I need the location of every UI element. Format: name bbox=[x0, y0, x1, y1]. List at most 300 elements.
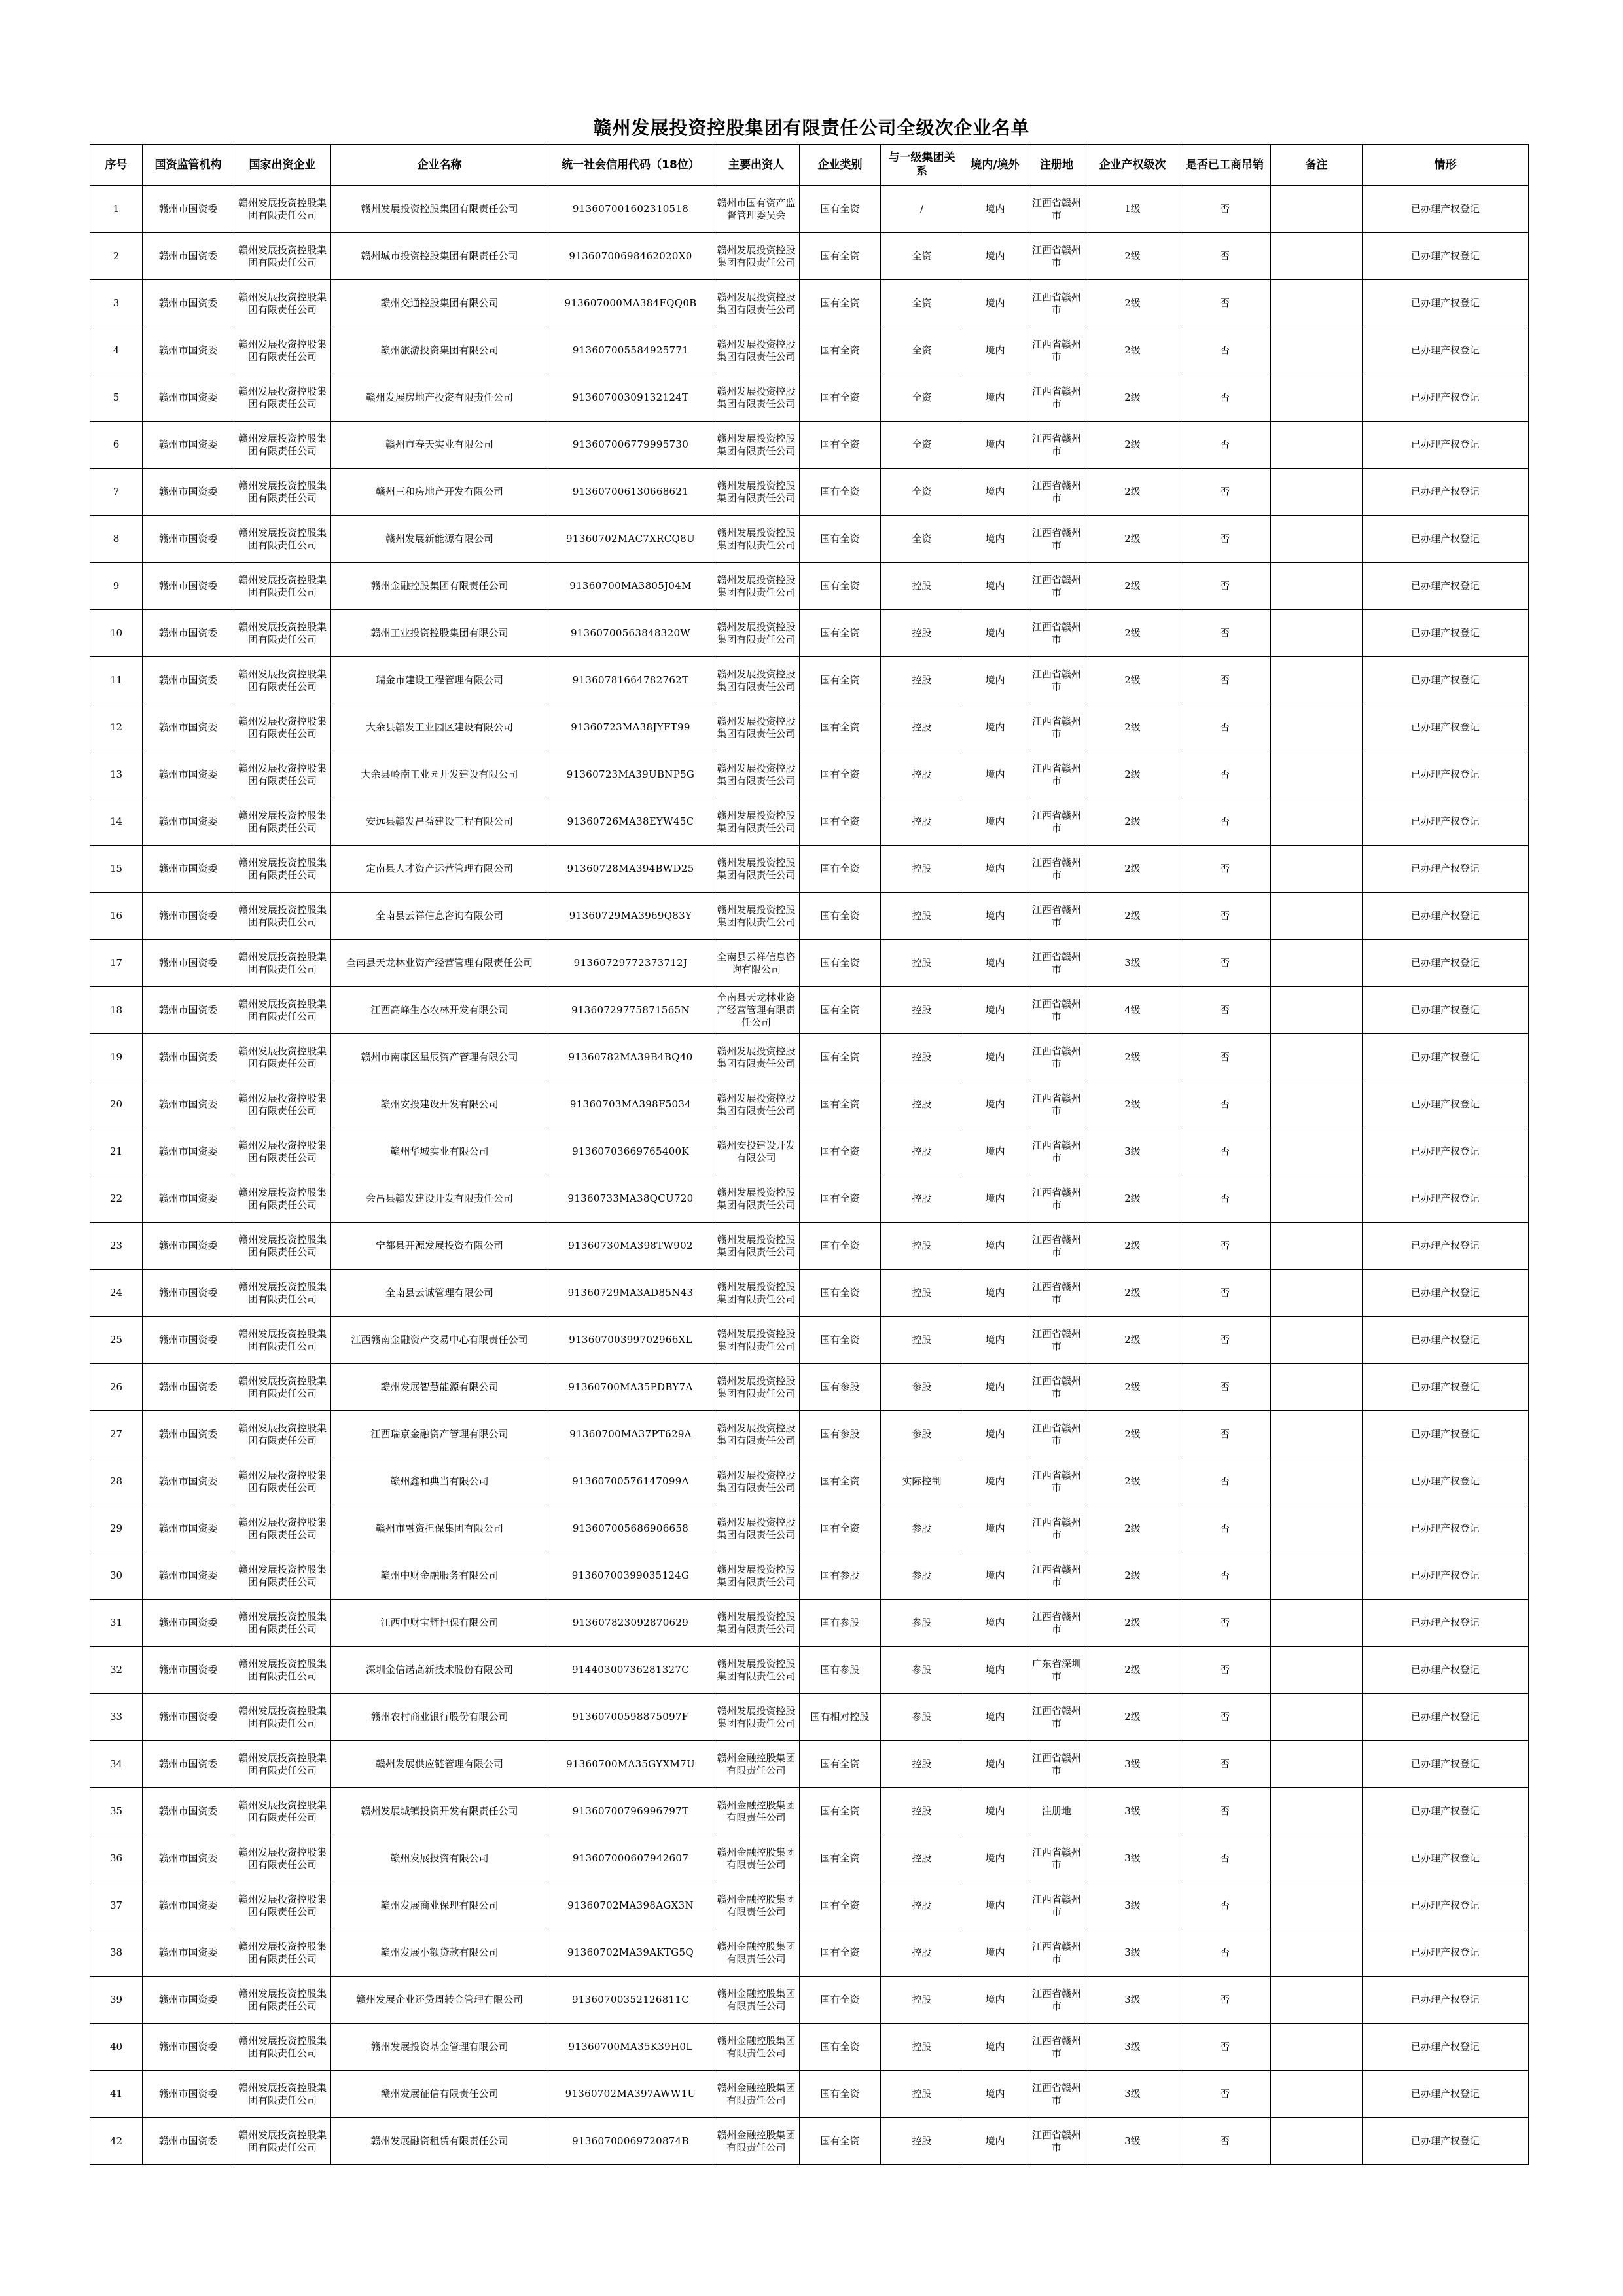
cell-revoked: 否 bbox=[1179, 610, 1271, 657]
cell-remarks bbox=[1271, 1882, 1363, 1929]
cell-status: 已办理产权登记 bbox=[1363, 657, 1529, 704]
table-row bbox=[90, 1694, 1529, 1741]
cell-state-investor: 赣州发展投资控股集团有限责任公司 bbox=[234, 846, 331, 893]
cell-registered-place: 江西省赣州市 bbox=[1027, 751, 1086, 798]
cell-index: 8 bbox=[90, 516, 143, 563]
cell-group-relation: 控股 bbox=[881, 1128, 963, 1175]
cell-main-investor: 赣州发展投资控股集团有限责任公司 bbox=[713, 893, 800, 940]
cell-equity-level: 2级 bbox=[1086, 893, 1179, 940]
cell-registered-place: 江西省赣州市 bbox=[1027, 1364, 1086, 1411]
cell-remarks bbox=[1271, 1034, 1363, 1081]
cell-equity-level: 2级 bbox=[1086, 422, 1179, 469]
table-row bbox=[90, 374, 1529, 422]
cell-credit-code: 91360700598875097F bbox=[548, 1694, 713, 1741]
cell-registered-place: 注册地 bbox=[1027, 1788, 1086, 1835]
cell-equity-level: 2级 bbox=[1086, 1647, 1179, 1694]
cell-domestic: 境内 bbox=[963, 1223, 1027, 1270]
table-row bbox=[90, 1270, 1529, 1317]
cell-group-relation: 控股 bbox=[881, 1788, 963, 1835]
cell-equity-level: 2级 bbox=[1086, 657, 1179, 704]
cell-main-investor: 赣州金融控股集团有限责任公司 bbox=[713, 1882, 800, 1929]
cell-status: 已办理产权登记 bbox=[1363, 1081, 1529, 1128]
cell-main-investor: 赣州发展投资控股集团有限责任公司 bbox=[713, 327, 800, 374]
cell-domestic: 境内 bbox=[963, 940, 1027, 987]
document-title: 赣州发展投资控股集团有限责任公司全级次企业名单 bbox=[593, 117, 1030, 139]
cell-registered-place: 江西省赣州市 bbox=[1027, 846, 1086, 893]
cell-index: 35 bbox=[90, 1788, 143, 1835]
cell-equity-level: 2级 bbox=[1086, 327, 1179, 374]
cell-regulator: 赣州市国资委 bbox=[143, 846, 234, 893]
table-row bbox=[90, 1835, 1529, 1882]
cell-credit-code: 91360703669765400K bbox=[548, 1128, 713, 1175]
cell-regulator: 赣州市国资委 bbox=[143, 1977, 234, 2024]
cell-status: 已办理产权登记 bbox=[1363, 422, 1529, 469]
cell-index: 12 bbox=[90, 704, 143, 751]
cell-main-investor: 赣州发展投资控股集团有限责任公司 bbox=[713, 233, 800, 280]
cell-credit-code: 91360700796996797T bbox=[548, 1788, 713, 1835]
cell-state-investor: 赣州发展投资控股集团有限责任公司 bbox=[234, 1364, 331, 1411]
header-revoked: 是否已工商吊销 bbox=[1179, 145, 1271, 186]
cell-remarks bbox=[1271, 1081, 1363, 1128]
cell-revoked: 否 bbox=[1179, 1081, 1271, 1128]
cell-company-name: 赣州华城实业有限公司 bbox=[331, 1128, 548, 1175]
cell-registered-place: 江西省赣州市 bbox=[1027, 1081, 1086, 1128]
cell-company-name: 赣州发展城镇投资开发有限责任公司 bbox=[331, 1788, 548, 1835]
table-row bbox=[90, 1788, 1529, 1835]
cell-domestic: 境内 bbox=[963, 280, 1027, 327]
cell-regulator: 赣州市国资委 bbox=[143, 2118, 234, 2165]
header-regulator: 国资监管机构 bbox=[143, 145, 234, 186]
cell-company-name: 赣州中财金融服务有限公司 bbox=[331, 1552, 548, 1600]
cell-main-investor: 赣州金融控股集团有限责任公司 bbox=[713, 1929, 800, 1977]
cell-company-name: 江西赣南金融资产交易中心有限责任公司 bbox=[331, 1317, 548, 1364]
cell-category: 国有全资 bbox=[800, 516, 881, 563]
table-row bbox=[90, 2071, 1529, 2118]
cell-domestic: 境内 bbox=[963, 798, 1027, 846]
cell-registered-place: 江西省赣州市 bbox=[1027, 516, 1086, 563]
cell-group-relation: 全资 bbox=[881, 233, 963, 280]
cell-category: 国有全资 bbox=[800, 893, 881, 940]
cell-main-investor: 赣州发展投资控股集团有限责任公司 bbox=[713, 1600, 800, 1647]
cell-main-investor: 赣州发展投资控股集团有限责任公司 bbox=[713, 704, 800, 751]
cell-main-investor: 赣州发展投资控股集团有限责任公司 bbox=[713, 469, 800, 516]
cell-equity-level: 2级 bbox=[1086, 1505, 1179, 1552]
cell-regulator: 赣州市国资委 bbox=[143, 1694, 234, 1741]
cell-revoked: 否 bbox=[1179, 233, 1271, 280]
cell-status: 已办理产权登记 bbox=[1363, 516, 1529, 563]
cell-credit-code: 913607001602310518 bbox=[548, 186, 713, 233]
cell-revoked: 否 bbox=[1179, 1600, 1271, 1647]
cell-equity-level: 2级 bbox=[1086, 610, 1179, 657]
cell-domestic: 境内 bbox=[963, 1081, 1027, 1128]
cell-company-name: 定南县人才资产运营管理有限公司 bbox=[331, 846, 548, 893]
cell-remarks bbox=[1271, 657, 1363, 704]
cell-index: 34 bbox=[90, 1741, 143, 1788]
cell-registered-place: 江西省赣州市 bbox=[1027, 1128, 1086, 1175]
cell-revoked: 否 bbox=[1179, 280, 1271, 327]
cell-index: 24 bbox=[90, 1270, 143, 1317]
cell-regulator: 赣州市国资委 bbox=[143, 704, 234, 751]
cell-index: 33 bbox=[90, 1694, 143, 1741]
cell-regulator: 赣州市国资委 bbox=[143, 2071, 234, 2118]
cell-group-relation: 参股 bbox=[881, 1411, 963, 1458]
cell-category: 国有全资 bbox=[800, 1882, 881, 1929]
cell-main-investor: 赣州金融控股集团有限责任公司 bbox=[713, 1977, 800, 2024]
table-row bbox=[90, 987, 1529, 1034]
cell-state-investor: 赣州发展投资控股集团有限责任公司 bbox=[234, 2024, 331, 2071]
cell-state-investor: 赣州发展投资控股集团有限责任公司 bbox=[234, 1411, 331, 1458]
cell-status: 已办理产权登记 bbox=[1363, 1411, 1529, 1458]
cell-index: 37 bbox=[90, 1882, 143, 1929]
cell-state-investor: 赣州发展投资控股集团有限责任公司 bbox=[234, 1223, 331, 1270]
cell-domestic: 境内 bbox=[963, 233, 1027, 280]
table-row bbox=[90, 610, 1529, 657]
table-row bbox=[90, 280, 1529, 327]
cell-regulator: 赣州市国资委 bbox=[143, 1223, 234, 1270]
cell-regulator: 赣州市国资委 bbox=[143, 422, 234, 469]
cell-index: 2 bbox=[90, 233, 143, 280]
cell-company-name: 赣州发展融资租赁有限责任公司 bbox=[331, 2118, 548, 2165]
cell-main-investor: 赣州发展投资控股集团有限责任公司 bbox=[713, 1411, 800, 1458]
cell-remarks bbox=[1271, 516, 1363, 563]
cell-category: 国有全资 bbox=[800, 469, 881, 516]
cell-status: 已办理产权登记 bbox=[1363, 280, 1529, 327]
cell-index: 27 bbox=[90, 1411, 143, 1458]
cell-equity-level: 2级 bbox=[1086, 1411, 1179, 1458]
cell-revoked: 否 bbox=[1179, 987, 1271, 1034]
cell-domestic: 境内 bbox=[963, 327, 1027, 374]
cell-regulator: 赣州市国资委 bbox=[143, 1647, 234, 1694]
cell-company-name: 赣州发展投资基金管理有限公司 bbox=[331, 2024, 548, 2071]
cell-group-relation: 控股 bbox=[881, 940, 963, 987]
cell-status: 已办理产权登记 bbox=[1363, 2118, 1529, 2165]
cell-main-investor: 赣州发展投资控股集团有限责任公司 bbox=[713, 422, 800, 469]
cell-company-name: 全南县云诚管理有限公司 bbox=[331, 1270, 548, 1317]
cell-domestic: 境内 bbox=[963, 987, 1027, 1034]
cell-status: 已办理产权登记 bbox=[1363, 1175, 1529, 1223]
cell-revoked: 否 bbox=[1179, 1929, 1271, 1977]
cell-main-investor: 赣州发展投资控股集团有限责任公司 bbox=[713, 1364, 800, 1411]
table-row bbox=[90, 1223, 1529, 1270]
cell-revoked: 否 bbox=[1179, 1977, 1271, 2024]
cell-equity-level: 2级 bbox=[1086, 1223, 1179, 1270]
cell-regulator: 赣州市国资委 bbox=[143, 1552, 234, 1600]
cell-group-relation: 全资 bbox=[881, 374, 963, 422]
cell-index: 23 bbox=[90, 1223, 143, 1270]
cell-index: 16 bbox=[90, 893, 143, 940]
cell-remarks bbox=[1271, 2071, 1363, 2118]
cell-equity-level: 2级 bbox=[1086, 563, 1179, 610]
cell-state-investor: 赣州发展投资控股集团有限责任公司 bbox=[234, 1835, 331, 1882]
cell-main-investor: 全南县云祥信息咨询有限公司 bbox=[713, 940, 800, 987]
cell-registered-place: 江西省赣州市 bbox=[1027, 2024, 1086, 2071]
cell-main-investor: 赣州发展投资控股集团有限责任公司 bbox=[713, 1458, 800, 1505]
cell-main-investor: 赣州市国有资产监督管理委员会 bbox=[713, 186, 800, 233]
cell-status: 已办理产权登记 bbox=[1363, 1270, 1529, 1317]
cell-credit-code: 91360703MA398F5034 bbox=[548, 1081, 713, 1128]
cell-domestic: 境内 bbox=[963, 1552, 1027, 1600]
table-row bbox=[90, 751, 1529, 798]
cell-remarks bbox=[1271, 1364, 1363, 1411]
cell-equity-level: 2级 bbox=[1086, 233, 1179, 280]
cell-revoked: 否 bbox=[1179, 2071, 1271, 2118]
cell-domestic: 境内 bbox=[963, 2071, 1027, 2118]
cell-credit-code: 913607006130668621 bbox=[548, 469, 713, 516]
cell-index: 4 bbox=[90, 327, 143, 374]
cell-company-name: 赣州金融控股集团有限责任公司 bbox=[331, 563, 548, 610]
cell-index: 42 bbox=[90, 2118, 143, 2165]
cell-group-relation: 控股 bbox=[881, 657, 963, 704]
table-row bbox=[90, 1317, 1529, 1364]
table-row bbox=[90, 327, 1529, 374]
cell-main-investor: 赣州发展投资控股集团有限责任公司 bbox=[713, 280, 800, 327]
cell-category: 国有全资 bbox=[800, 1034, 881, 1081]
cell-company-name: 全南县云祥信息咨询有限公司 bbox=[331, 893, 548, 940]
cell-regulator: 赣州市国资委 bbox=[143, 1364, 234, 1411]
cell-credit-code: 91360700399035124G bbox=[548, 1552, 713, 1600]
cell-remarks bbox=[1271, 469, 1363, 516]
cell-registered-place: 江西省赣州市 bbox=[1027, 1835, 1086, 1882]
cell-equity-level: 2级 bbox=[1086, 846, 1179, 893]
cell-group-relation: 控股 bbox=[881, 1929, 963, 1977]
table-row bbox=[90, 1128, 1529, 1175]
cell-regulator: 赣州市国资委 bbox=[143, 657, 234, 704]
cell-index: 40 bbox=[90, 2024, 143, 2071]
cell-main-investor: 赣州发展投资控股集团有限责任公司 bbox=[713, 1034, 800, 1081]
table-row bbox=[90, 1882, 1529, 1929]
cell-index: 30 bbox=[90, 1552, 143, 1600]
cell-status: 已办理产权登记 bbox=[1363, 563, 1529, 610]
cell-category: 国有全资 bbox=[800, 657, 881, 704]
cell-revoked: 否 bbox=[1179, 2024, 1271, 2071]
table-row bbox=[90, 893, 1529, 940]
cell-main-investor: 赣州金融控股集团有限责任公司 bbox=[713, 2118, 800, 2165]
cell-regulator: 赣州市国资委 bbox=[143, 1600, 234, 1647]
cell-category: 国有全资 bbox=[800, 1505, 881, 1552]
header-remarks: 备注 bbox=[1271, 145, 1363, 186]
cell-credit-code: 913607823092870629 bbox=[548, 1600, 713, 1647]
cell-category: 国有全资 bbox=[800, 1175, 881, 1223]
cell-status: 已办理产权登记 bbox=[1363, 1835, 1529, 1882]
cell-group-relation: 控股 bbox=[881, 751, 963, 798]
cell-domestic: 境内 bbox=[963, 1694, 1027, 1741]
cell-status: 已办理产权登记 bbox=[1363, 1364, 1529, 1411]
cell-remarks bbox=[1271, 327, 1363, 374]
cell-state-investor: 赣州发展投资控股集团有限责任公司 bbox=[234, 1175, 331, 1223]
cell-group-relation: 控股 bbox=[881, 1270, 963, 1317]
cell-registered-place: 江西省赣州市 bbox=[1027, 798, 1086, 846]
cell-state-investor: 赣州发展投资控股集团有限责任公司 bbox=[234, 469, 331, 516]
cell-domestic: 境内 bbox=[963, 469, 1027, 516]
cell-index: 1 bbox=[90, 186, 143, 233]
table-row bbox=[90, 1929, 1529, 1977]
cell-equity-level: 2级 bbox=[1086, 751, 1179, 798]
cell-category: 国有全资 bbox=[800, 2071, 881, 2118]
cell-domestic: 境内 bbox=[963, 1977, 1027, 2024]
cell-category: 国有参股 bbox=[800, 1600, 881, 1647]
cell-remarks bbox=[1271, 1835, 1363, 1882]
cell-remarks bbox=[1271, 422, 1363, 469]
cell-state-investor: 赣州发展投资控股集团有限责任公司 bbox=[234, 1882, 331, 1929]
cell-status: 已办理产权登记 bbox=[1363, 327, 1529, 374]
cell-regulator: 赣州市国资委 bbox=[143, 751, 234, 798]
cell-category: 国有全资 bbox=[800, 280, 881, 327]
cell-revoked: 否 bbox=[1179, 704, 1271, 751]
enterprise-table bbox=[90, 144, 1529, 2165]
cell-revoked: 否 bbox=[1179, 186, 1271, 233]
cell-regulator: 赣州市国资委 bbox=[143, 469, 234, 516]
cell-equity-level: 3级 bbox=[1086, 2071, 1179, 2118]
cell-status: 已办理产权登记 bbox=[1363, 1741, 1529, 1788]
cell-registered-place: 江西省赣州市 bbox=[1027, 1270, 1086, 1317]
cell-registered-place: 江西省赣州市 bbox=[1027, 1411, 1086, 1458]
cell-credit-code: 91360702MA397AWW1U bbox=[548, 2071, 713, 2118]
cell-equity-level: 3级 bbox=[1086, 1977, 1179, 2024]
cell-status: 已办理产权登记 bbox=[1363, 1929, 1529, 1977]
cell-registered-place: 江西省赣州市 bbox=[1027, 704, 1086, 751]
cell-index: 25 bbox=[90, 1317, 143, 1364]
cell-equity-level: 3级 bbox=[1086, 1835, 1179, 1882]
cell-category: 国有全资 bbox=[800, 374, 881, 422]
cell-main-investor: 全南县天龙林业资产经营管理有限责任公司 bbox=[713, 987, 800, 1034]
table-row bbox=[90, 846, 1529, 893]
cell-domestic: 境内 bbox=[963, 374, 1027, 422]
cell-registered-place: 江西省赣州市 bbox=[1027, 374, 1086, 422]
cell-status: 已办理产权登记 bbox=[1363, 469, 1529, 516]
cell-group-relation: 全资 bbox=[881, 280, 963, 327]
cell-remarks bbox=[1271, 1788, 1363, 1835]
cell-regulator: 赣州市国资委 bbox=[143, 280, 234, 327]
cell-main-investor: 赣州发展投资控股集团有限责任公司 bbox=[713, 563, 800, 610]
cell-registered-place: 江西省赣州市 bbox=[1027, 1882, 1086, 1929]
table-row bbox=[90, 2118, 1529, 2165]
cell-group-relation: 控股 bbox=[881, 798, 963, 846]
table-row bbox=[90, 1034, 1529, 1081]
cell-group-relation: 控股 bbox=[881, 1835, 963, 1882]
cell-domestic: 境内 bbox=[963, 2118, 1027, 2165]
cell-equity-level: 2级 bbox=[1086, 1694, 1179, 1741]
cell-credit-code: 91360702MA398AGX3N bbox=[548, 1882, 713, 1929]
cell-remarks bbox=[1271, 610, 1363, 657]
cell-main-investor: 赣州发展投资控股集团有限责任公司 bbox=[713, 1552, 800, 1600]
cell-company-name: 江西瑞京金融资产管理有限公司 bbox=[331, 1411, 548, 1458]
cell-category: 国有全资 bbox=[800, 2118, 881, 2165]
cell-domestic: 境内 bbox=[963, 751, 1027, 798]
table-row bbox=[90, 233, 1529, 280]
cell-regulator: 赣州市国资委 bbox=[143, 1270, 234, 1317]
cell-status: 已办理产权登记 bbox=[1363, 233, 1529, 280]
cell-company-name: 深圳金信诺高新技术股份有限公司 bbox=[331, 1647, 548, 1694]
cell-credit-code: 91360700576147099A bbox=[548, 1458, 713, 1505]
cell-company-name: 赣州发展征信有限责任公司 bbox=[331, 2071, 548, 2118]
cell-registered-place: 江西省赣州市 bbox=[1027, 1741, 1086, 1788]
cell-state-investor: 赣州发展投资控股集团有限责任公司 bbox=[234, 2071, 331, 2118]
cell-remarks bbox=[1271, 563, 1363, 610]
cell-regulator: 赣州市国资委 bbox=[143, 186, 234, 233]
cell-company-name: 赣州发展投资控股集团有限责任公司 bbox=[331, 186, 548, 233]
cell-equity-level: 3级 bbox=[1086, 2118, 1179, 2165]
cell-company-name: 会昌县赣发建设开发有限责任公司 bbox=[331, 1175, 548, 1223]
cell-registered-place: 江西省赣州市 bbox=[1027, 327, 1086, 374]
cell-index: 22 bbox=[90, 1175, 143, 1223]
cell-company-name: 赣州发展供应链管理有限公司 bbox=[331, 1741, 548, 1788]
cell-remarks bbox=[1271, 233, 1363, 280]
cell-status: 已办理产权登记 bbox=[1363, 1552, 1529, 1600]
cell-status: 已办理产权登记 bbox=[1363, 751, 1529, 798]
cell-group-relation: 控股 bbox=[881, 987, 963, 1034]
cell-equity-level: 2级 bbox=[1086, 1034, 1179, 1081]
cell-remarks bbox=[1271, 1270, 1363, 1317]
cell-credit-code: 91360700MA3805J04M bbox=[548, 563, 713, 610]
cell-main-investor: 赣州金融控股集团有限责任公司 bbox=[713, 2071, 800, 2118]
cell-registered-place: 江西省赣州市 bbox=[1027, 1458, 1086, 1505]
cell-company-name: 安远县赣发昌益建设工程有限公司 bbox=[331, 798, 548, 846]
cell-status: 已办理产权登记 bbox=[1363, 940, 1529, 987]
table-row bbox=[90, 563, 1529, 610]
table-row bbox=[90, 2024, 1529, 2071]
cell-revoked: 否 bbox=[1179, 1552, 1271, 1600]
cell-state-investor: 赣州发展投资控股集团有限责任公司 bbox=[234, 893, 331, 940]
cell-state-investor: 赣州发展投资控股集团有限责任公司 bbox=[234, 1741, 331, 1788]
cell-revoked: 否 bbox=[1179, 1034, 1271, 1081]
cell-company-name: 赣州发展小额贷款有限公司 bbox=[331, 1929, 548, 1977]
cell-credit-code: 91360726MA38EYW45C bbox=[548, 798, 713, 846]
cell-status: 已办理产权登记 bbox=[1363, 1882, 1529, 1929]
cell-group-relation: 参股 bbox=[881, 1600, 963, 1647]
cell-group-relation: 控股 bbox=[881, 2118, 963, 2165]
cell-registered-place: 江西省赣州市 bbox=[1027, 987, 1086, 1034]
cell-domestic: 境内 bbox=[963, 1270, 1027, 1317]
cell-state-investor: 赣州发展投资控股集团有限责任公司 bbox=[234, 751, 331, 798]
cell-state-investor: 赣州发展投资控股集团有限责任公司 bbox=[234, 327, 331, 374]
cell-equity-level: 3级 bbox=[1086, 2024, 1179, 2071]
cell-category: 国有全资 bbox=[800, 1458, 881, 1505]
cell-group-relation: 控股 bbox=[881, 1223, 963, 1270]
cell-main-investor: 赣州金融控股集团有限责任公司 bbox=[713, 1788, 800, 1835]
cell-remarks bbox=[1271, 1647, 1363, 1694]
cell-domestic: 境内 bbox=[963, 1034, 1027, 1081]
cell-credit-code: 91360700698462020X0 bbox=[548, 233, 713, 280]
cell-regulator: 赣州市国资委 bbox=[143, 1128, 234, 1175]
cell-credit-code: 913607005686906658 bbox=[548, 1505, 713, 1552]
cell-credit-code: 91360700563848320W bbox=[548, 610, 713, 657]
cell-group-relation: 控股 bbox=[881, 846, 963, 893]
cell-main-investor: 赣州发展投资控股集团有限责任公司 bbox=[713, 1647, 800, 1694]
cell-group-relation: 控股 bbox=[881, 1882, 963, 1929]
cell-equity-level: 3级 bbox=[1086, 1128, 1179, 1175]
cell-group-relation: 控股 bbox=[881, 1175, 963, 1223]
cell-company-name: 赣州交通控股集团有限公司 bbox=[331, 280, 548, 327]
cell-group-relation: 控股 bbox=[881, 2071, 963, 2118]
table-row bbox=[90, 1552, 1529, 1600]
cell-status: 已办理产权登记 bbox=[1363, 2024, 1529, 2071]
cell-registered-place: 江西省赣州市 bbox=[1027, 893, 1086, 940]
cell-company-name: 赣州发展投资有限公司 bbox=[331, 1835, 548, 1882]
cell-main-investor: 赣州发展投资控股集团有限责任公司 bbox=[713, 1081, 800, 1128]
cell-status: 已办理产权登记 bbox=[1363, 1647, 1529, 1694]
cell-equity-level: 3级 bbox=[1086, 1788, 1179, 1835]
header-credit-code: 统一社会信用代码（18位） bbox=[548, 145, 713, 186]
cell-revoked: 否 bbox=[1179, 327, 1271, 374]
table-row bbox=[90, 1647, 1529, 1694]
cell-main-investor: 赣州安投建设开发有限公司 bbox=[713, 1128, 800, 1175]
cell-group-relation: 控股 bbox=[881, 1034, 963, 1081]
cell-credit-code: 91360700069720874B bbox=[548, 2118, 713, 2165]
cell-remarks bbox=[1271, 1128, 1363, 1175]
cell-remarks bbox=[1271, 2024, 1363, 2071]
cell-state-investor: 赣州发展投资控股集团有限责任公司 bbox=[234, 1600, 331, 1647]
header-domestic: 境内/境外 bbox=[963, 145, 1027, 186]
